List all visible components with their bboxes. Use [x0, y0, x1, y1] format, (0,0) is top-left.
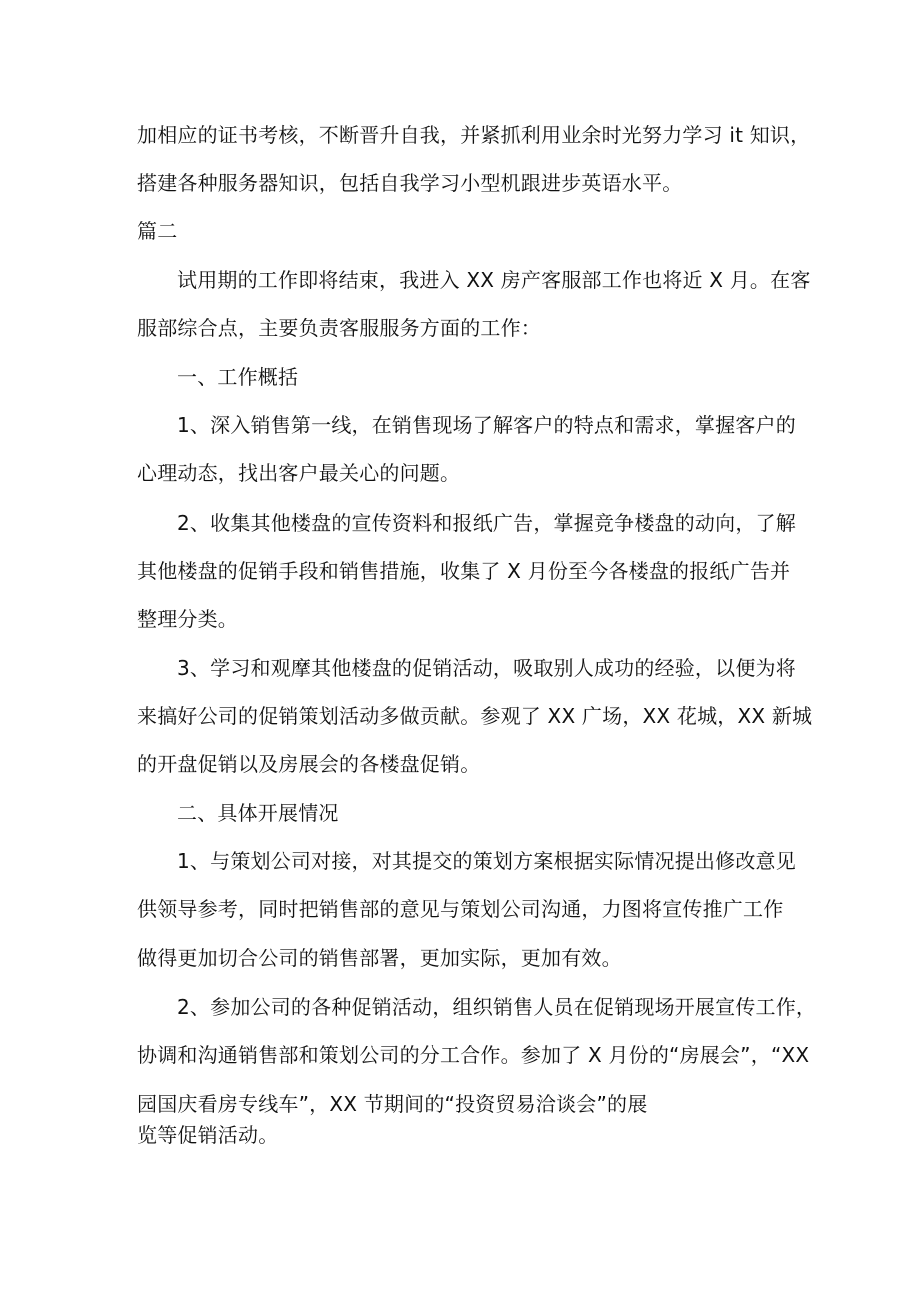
text-line: 供领导参考，同时把销售部的意见与策划公司沟通，力图将宣传推广工作	[137, 897, 784, 921]
text-line: 服部综合点，主要负责客服服务方面的工作：	[137, 316, 541, 340]
text-line: 协调和沟通销售部和策划公司的分工合作。参加了 X 月份的“房展会”，“XX	[137, 1043, 810, 1067]
text-line: 做得更加切合公司的销售部署，更加实际，更加有效。	[137, 946, 622, 970]
text-line: 2、收集其他楼盘的宣传资料和报纸广告，掌握竞争楼盘的动向，了解	[177, 511, 796, 535]
text-line: 来搞好公司的促销策划活动多做贡献。参观了 XX 广场，XX 花城，XX 新城	[137, 704, 813, 728]
subsection-heading: 二、具体开展情况	[177, 801, 339, 825]
section-heading: 篇二	[137, 219, 178, 243]
text-line: 心理动态，找出客户最关心的问题。	[137, 461, 461, 485]
text-line: 试用期的工作即将结束，我进入 XX 房产客服部工作也将近 X 月。在客	[177, 268, 811, 292]
text-line: 1、深入销售第一线，在销售现场了解客户的特点和需求，掌握客户的	[177, 413, 796, 437]
text-line: 搭建各种服务器知识，包括自我学习小型机跟进步英语水平。	[137, 171, 683, 195]
text-line: 的开盘促销以及房展会的各楼盘促销。	[137, 752, 481, 776]
text-line: 其他楼盘的促销手段和销售措施，收集了 X 月份至今各楼盘的报纸广告并	[137, 559, 791, 583]
text-line: 览等促销活动。	[137, 1123, 279, 1147]
subsection-heading: 一、工作概括	[177, 365, 299, 389]
text-line: 加相应的证书考核，不断晋升自我，并紧抓利用业余时光努力学习 it 知识，	[137, 123, 811, 147]
text-line: 园国庆看房专线车”，XX 节期间的“投资贸易洽谈会”的展	[137, 1092, 648, 1116]
text-line: 2、参加公司的各种促销活动，组织销售人员在促销现场开展宣传工作，	[177, 995, 817, 1019]
text-line: 1、与策划公司对接，对其提交的策划方案根据实际情况提出修改意见	[177, 849, 796, 873]
text-line: 整理分类。	[137, 607, 238, 631]
text-line: 3、学习和观摩其他楼盘的促销活动，吸取别人成功的经验，以便为将	[177, 656, 796, 680]
